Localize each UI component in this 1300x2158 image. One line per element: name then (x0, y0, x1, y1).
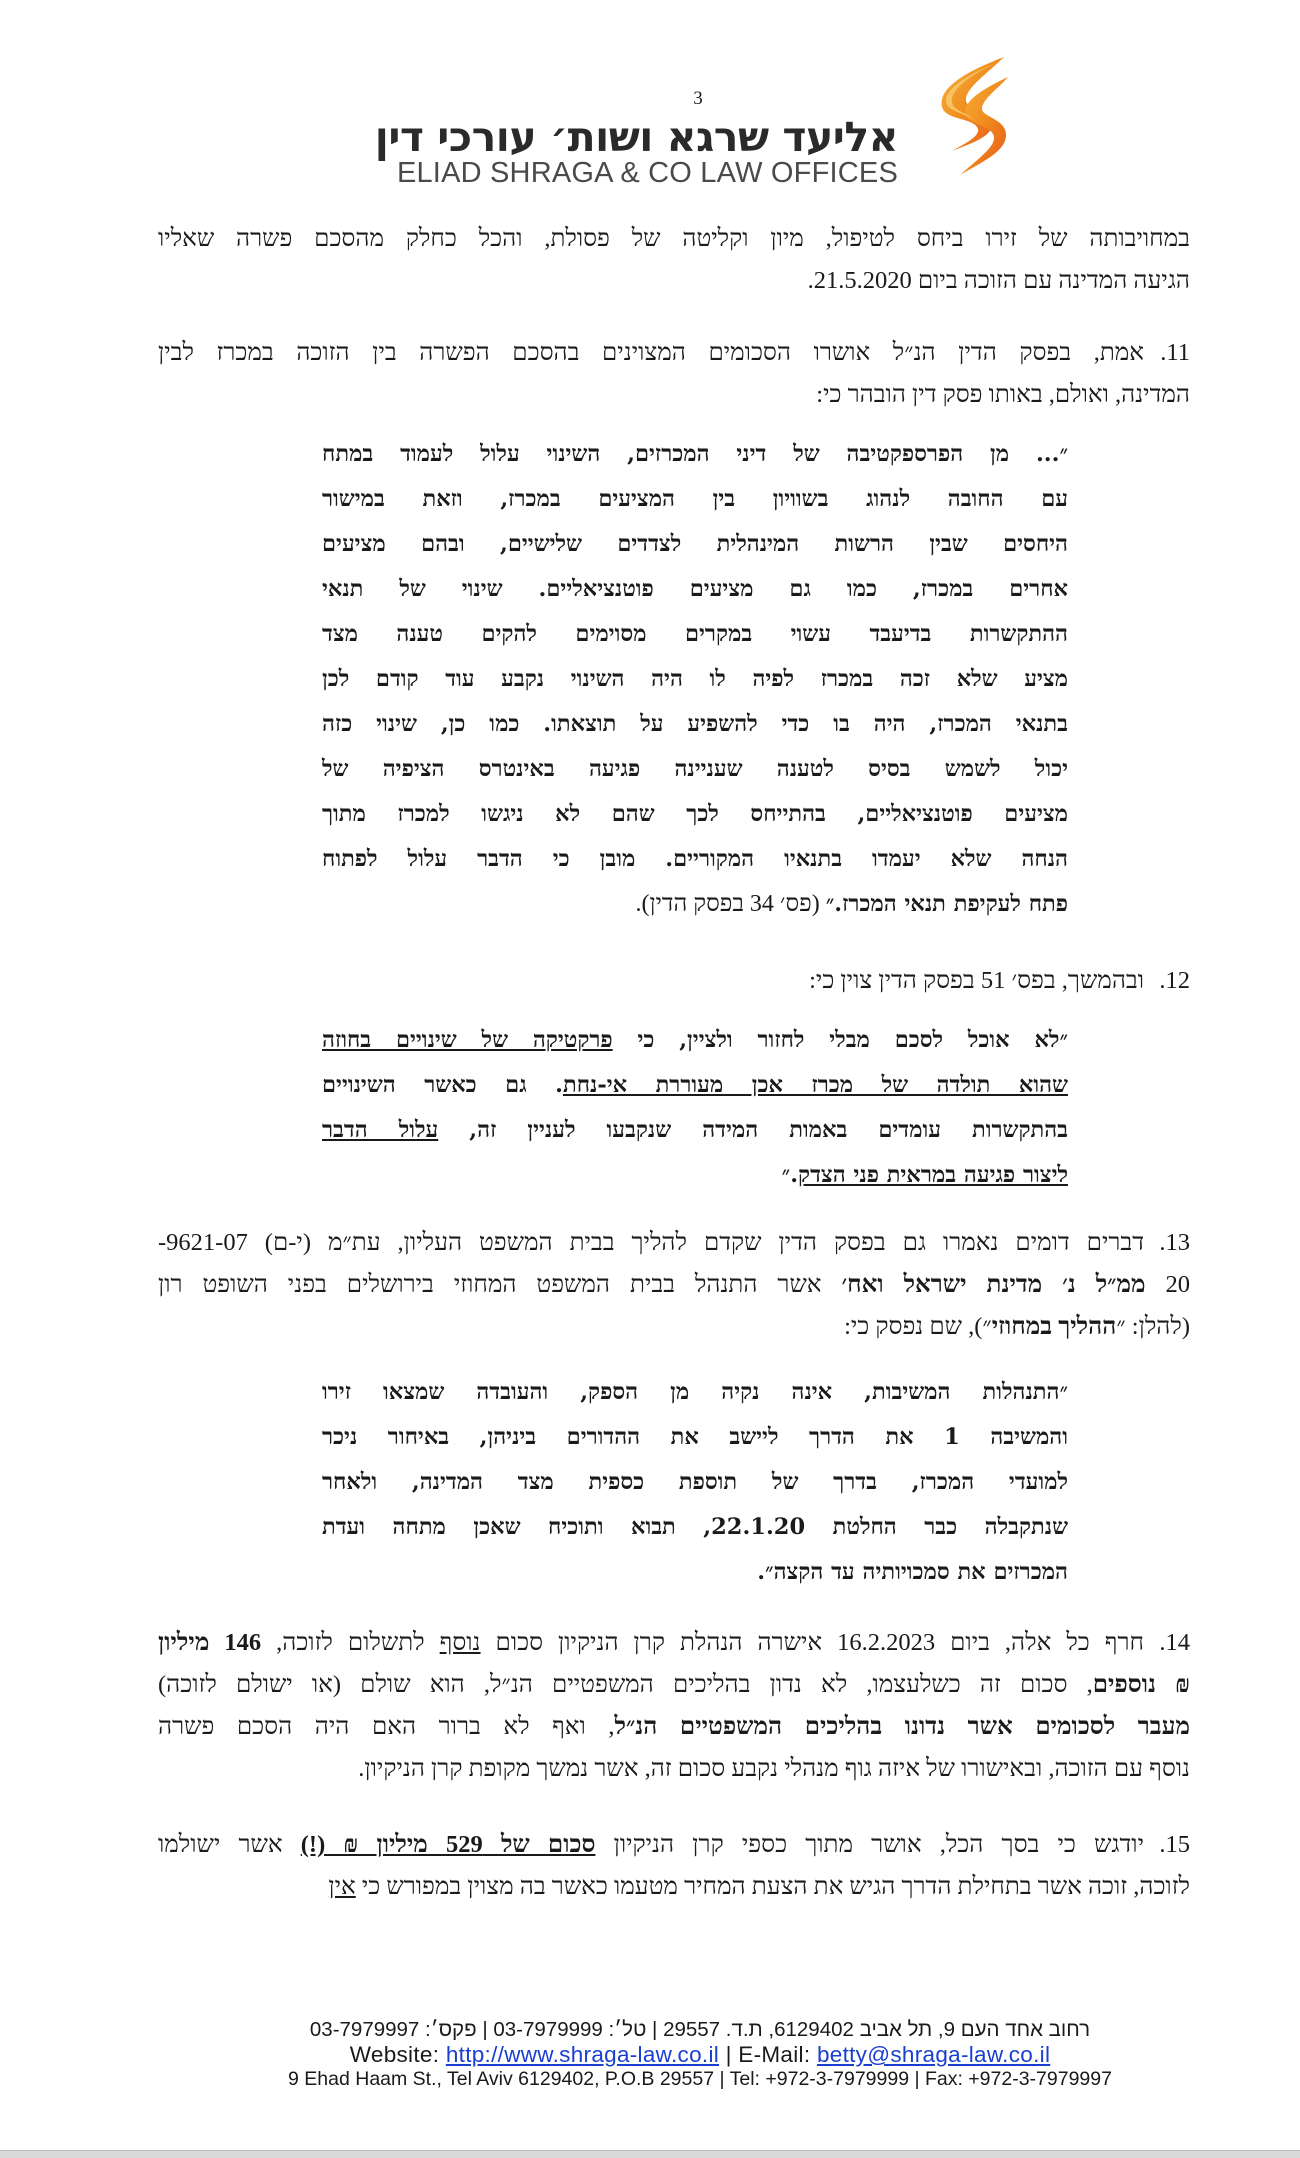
intro-line-2: הגיעה המדינה עם הזוכה ביום 21.5.2020. (807, 267, 1190, 294)
paragraph-15 (158, 1824, 1190, 1908)
quote-line: בתנאי המכרז, היה בו כדי להשפיע על תוצאתו. כמו כן, שינוי כזה (322, 711, 1068, 737)
paragraph-13 (158, 1222, 1190, 1348)
quote-line: מציעים פוטנציאליים, בהתייחס לכך שהם לא ניגשו למכרז מתוך (322, 801, 1068, 827)
paragraph-14-line-2 (158, 1664, 1190, 1706)
quote-text: .״ (781, 1162, 799, 1188)
paragraph-number: 12. (1159, 967, 1190, 994)
paragraph-13-line-3 (158, 1306, 1190, 1348)
underlined-text: נוסף (439, 1629, 481, 1656)
firm-name-hebrew: אליעד שרגא ושות׳ עורכי דין (374, 113, 898, 161)
paragraph-13-line-1: דברים דומים נאמרו גם בפסק הדין שקדם להליך בבית המשפט העליון, עת״מ (י-ם) 9621-07- (158, 1229, 1144, 1256)
intro-paragraph (158, 218, 1190, 302)
text: (להלן: ״ (1116, 1313, 1190, 1340)
intro-line-1: במחויבותה של זירו ביחס לטיפול, מיון וקליטה של פסולת, והכל כחלק מהסכם פשרה שאליו (158, 225, 1190, 252)
quote-text: . גם כאשר השינויים (322, 1072, 563, 1098)
quote-last-line (322, 882, 1068, 927)
paragraph-15-line-2 (158, 1866, 1190, 1908)
paragraph-14-line-1 (158, 1622, 1190, 1664)
quote-line: למועדי המכרז, בדרך של תוספת כספית מצד המדינה, ולאחר (322, 1469, 1068, 1495)
defined-term: ההליך במחוזי (991, 1313, 1117, 1340)
emphasis: מעבר לסכומים אשר נדונו בהליכים המשפטיים הנ״ל (614, 1713, 1191, 1740)
paragraph-number: 14. (1159, 1629, 1190, 1656)
quote-line (322, 1018, 1068, 1063)
website-link[interactable]: http://www.shraga-law.co.il (445, 2042, 720, 2067)
paragraph-14 (158, 1622, 1190, 1790)
quote-block-3 (322, 1370, 1068, 1595)
quote-line: ״... מן הפרספקטיבה של דיני המכרזים, השינוי עלול לעמוד במתח (322, 441, 1068, 467)
quote-line: ההתקשרות בדיעבד עשוי במקרים מסוימים להקים טענה מצד (322, 621, 1068, 647)
quote-line: יכול לשמש בסיס לטענה שעניינה פגיעה באינטרס הציפיה של (322, 756, 1068, 782)
amount: סכום של 529 מיליון ₪ (!) (300, 1831, 596, 1858)
text: לזוכה, זוכה אשר בתחילת הדרך הגיש את הצעת המחיר מטעמו כאשר בה מצוין במפורש כי (355, 1873, 1190, 1900)
website-label: Website: (349, 2042, 446, 2067)
text: חרף כל אלה, ביום 16.2.2023 אישרה הנהלת קרן הניקיון סכום (480, 1629, 1144, 1656)
text: יודגש כי בסך הכל, אושר מתוך כספי קרן הניקיון (595, 1831, 1144, 1858)
page-number: 3 (693, 88, 703, 109)
quote-block-1 (322, 432, 1068, 927)
underlined-text: פרקטיקה של שינויים בחוזה (322, 1027, 613, 1053)
paragraph-number: 13. (1159, 1229, 1190, 1256)
paragraph-12 (158, 960, 1190, 1002)
paragraph-14-line-3 (158, 1706, 1190, 1748)
underlined-text: שהוא תולדה של מכרז אכן מעוררת אי-נחת (563, 1072, 1068, 1098)
underlined-text: ליצור פגיעה במראית פני הצדק (798, 1162, 1068, 1188)
paragraph-11 (158, 332, 1190, 416)
case-name: ממ״ל נ׳ מדינת ישראל ואח׳ (841, 1271, 1146, 1298)
amount: ₪ נוספים (1092, 1671, 1190, 1698)
text: ״), שם נפסק כי: (844, 1313, 992, 1340)
text: , ואף לא ברור האם היה הסכם פשרה (158, 1713, 615, 1740)
firm-name-english: ELIAD SHRAGA & CO LAW OFFICES (396, 157, 898, 189)
quote-line (322, 1108, 1068, 1153)
paragraph-11-line-1: אמת, בפסק הדין הנ״ל אושרו הסכומים המצוינים בהסכם הפשרה בין הזוכה במכרז לבין (158, 339, 1144, 366)
flame-logo-icon (922, 55, 1012, 180)
quote-text: בהתקשרות עומדים באמות המידה שנקבעו לעניין זה, (438, 1117, 1068, 1143)
quote-line: הנחה שלא יעמדו בתנאיו המקוריים. מובן כי הדבר עלול לפתוח (322, 846, 1068, 872)
paragraph-14-line-4: נוסף עם הזוכה, ובאישורו של איזה גוף מנהלי נקבע סכום זה, אשר נמשך מקופת קרן הניקיון. (358, 1755, 1190, 1782)
footer-contact-line (240, 2042, 1160, 2068)
quote-line: היחסים שבין הרשות המינהלית לצדדים שלישיים, ובהם מציעים (322, 531, 1068, 557)
quote-line (322, 1063, 1068, 1108)
text: אשר התנהל בבית המשפט המחוזי בירושלים בפני השופט רון (158, 1271, 842, 1298)
quote-block-2 (322, 1018, 1068, 1198)
quote-line: עם החובה לנהוג בשוויון בין המציעים במכרז, וזאת במישור (322, 486, 1068, 512)
underlined-text: אין (328, 1873, 356, 1900)
amount: 146 מיליון (158, 1629, 262, 1656)
quote-line: והמשיבה 1 את הדרך ליישב את ההדורים ביניהן, באיחור ניכר (322, 1424, 1068, 1450)
email-link[interactable]: betty@shraga-law.co.il (816, 2042, 1051, 2067)
text: לתשלום לזוכה, (261, 1629, 440, 1656)
separator: | E-Mail: (719, 2042, 817, 2067)
footer-address-hebrew: רחוב אחד העם 9, תל אביב 6129402, ת.ד. 29557 | טל׳: 03-7979999 | פקס׳: 03-7979997 (309, 2018, 1091, 2041)
text: אשר ישולמו (158, 1831, 301, 1858)
firm-letterhead (374, 55, 1000, 189)
paragraph-12-line-1: ובהמשך, בפס׳ 51 בפסק הדין צוין כי: (809, 967, 1144, 994)
footer (240, 2018, 1160, 2091)
quote-emphasis: פתח לעקיפת תנאי המכרז.״ (825, 891, 1068, 917)
quote-line: שנתקבלה כבר החלטת 22.1.20, תבוא ותוכיח שאכן מתחה ועדת (322, 1514, 1068, 1540)
paragraph-11-line-2: המדינה, ואולם, באותו פסק דין הובהר כי: (816, 381, 1190, 408)
quote-line: מציע שלא זכה במכרז לפיה לו היה השינוי נקבע עוד קודם לכן (322, 666, 1068, 692)
paragraph-15-line-1 (158, 1824, 1190, 1866)
underlined-text: עלול הדבר (322, 1117, 439, 1143)
quote-line: ״התנהלות המשיבות, אינה נקיה מן הספק, והעובדה שמצאו זירו (322, 1379, 1068, 1405)
paragraph-number: 15. (1159, 1831, 1190, 1858)
footer-address-english: 9 Ehad Haam St., Tel Aviv 6129402, P.O.B 29557 | Tel: +972-3-7979999 | Fax: +972-3-7979997 (288, 2068, 1112, 2090)
text: , סכום זה כשלעצמו, לא נדון בהליכים המשפטיים הנ״ל, הוא שולם (או ישולם לזוכה) (158, 1671, 1093, 1698)
paragraph-13-line-2 (158, 1264, 1190, 1306)
text: 20 (1145, 1271, 1191, 1298)
quote-text: ״לא אוכל לסכם מבלי לחזור ולציין, כי (612, 1027, 1068, 1053)
quote-line: אחרים במכרז, כמו גם מציעים פוטנציאליים. שינוי של תנאי (322, 576, 1068, 602)
paragraph-number: 11. (1160, 339, 1190, 366)
citation: (פס׳ 34 בפסק הדין). (635, 891, 826, 917)
quote-line (322, 1153, 1068, 1198)
quote-line: המכרזים את סמכויותיה עד הקצה״. (757, 1559, 1068, 1585)
